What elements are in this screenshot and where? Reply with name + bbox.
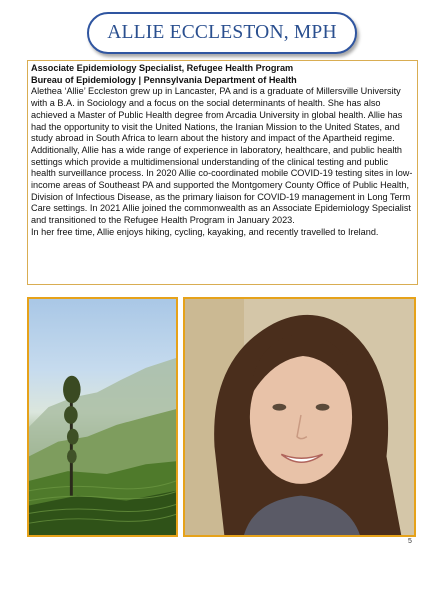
page-title — [87, 12, 357, 54]
portrait-photo — [183, 297, 416, 537]
landscape-photo — [27, 297, 178, 537]
page-number: 5 — [408, 538, 412, 545]
role-department: Bureau of Epidemiology | Pennsylvania Department of Health — [31, 74, 297, 85]
role-title: Associate Epidemiology Specialist, Refugee Health Program — [31, 63, 294, 73]
bio-hobbies: In her free time, Allie enjoys hiking, cycling, kayaking, and recently travelled to Ireland. — [31, 226, 379, 237]
page-title-text: ALLIE ECCLESTON, MPH — [107, 22, 337, 43]
portrait-image — [185, 299, 414, 535]
bio-paragraph: Alethea ‘Allie’ Eccleston grew up in Lancaster, PA and is a graduate of Millersville University with a B.A. in Sociology and a focus on the social determinants of health. She has also achieved a Master of Public Health degree from Arcadia University in global health. Allie has had the opportunity to visit the United Nations, the Iranian Mission to the United States, and study abroad in South Africa to learn about the history and impact of the Apartheid regime. Additionally, Allie has a wide range of experience in laboratory, healthcare, and public health settings which provide a multidimensional understanding of the clinical testing and public health surveillance process. In 2020 Allie co-coordinated mobile COVID-19 testing sites in low-income areas of Southeast PA and supported the Montgomery County Office of Public Health, Division of Infectious Disease, as the primary liaison for COVID-19 management in Long Term Care settings. In 2021 Allie joined the commonwealth as an Associate Epidemiology Specialist and transitioned to the Refugee Health Program in January 2023. — [31, 86, 413, 226]
landscape-image — [29, 299, 176, 535]
bio-box — [27, 60, 418, 285]
